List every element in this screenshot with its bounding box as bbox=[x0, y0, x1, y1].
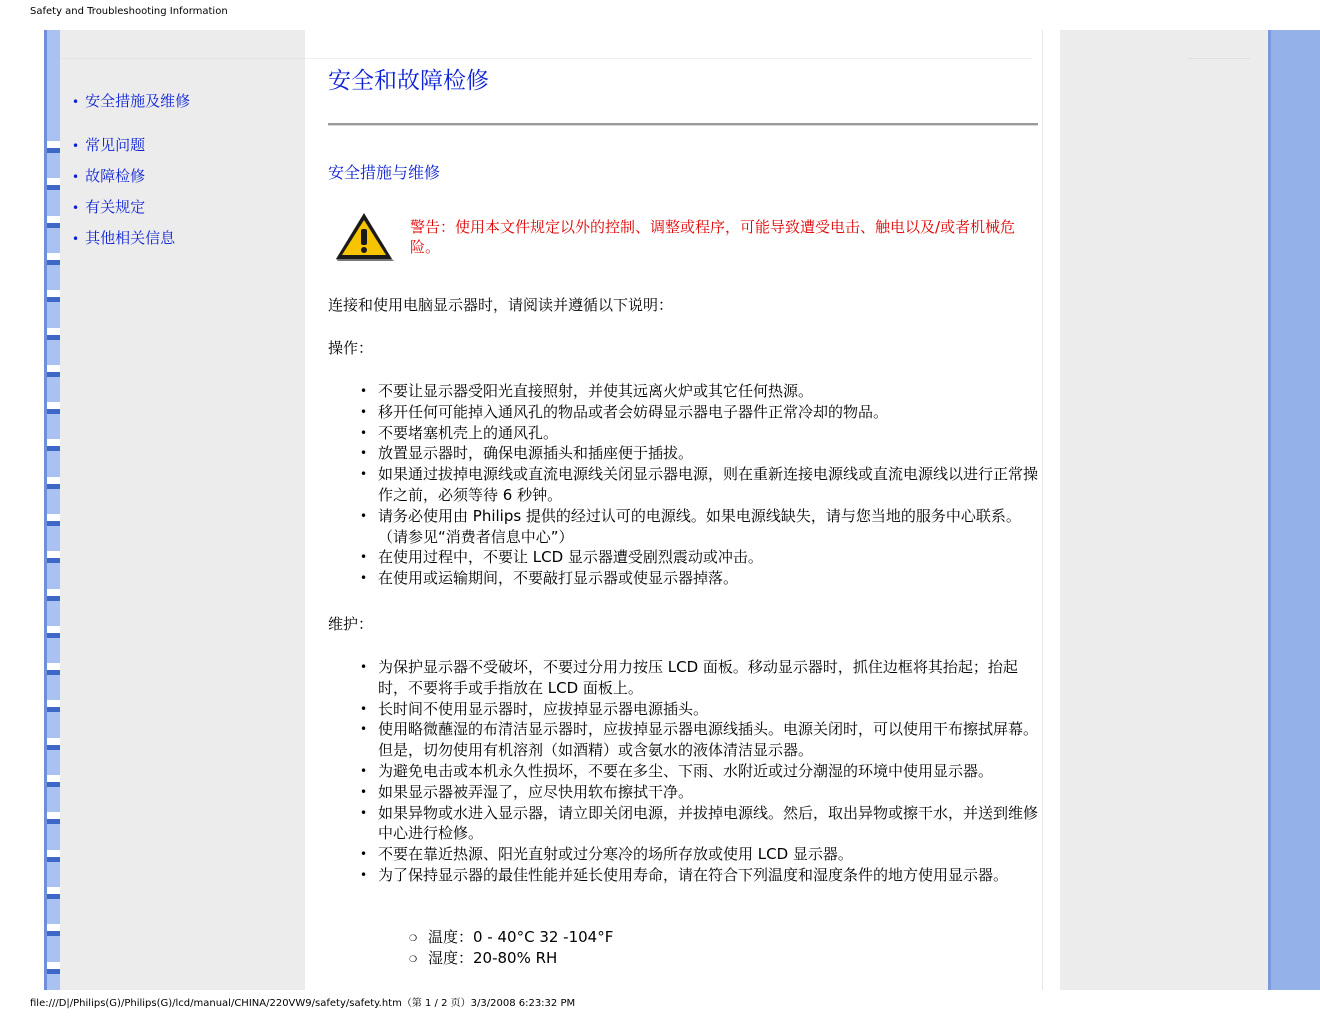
right-panel bbox=[1060, 30, 1268, 990]
list-item: • 在使用过程中，不要让 LCD 显示器遭受剧烈震动或冲击。 bbox=[378, 547, 1038, 568]
sidebar-item-faq[interactable] bbox=[72, 134, 145, 155]
left-bar-tick bbox=[44, 365, 60, 377]
left-bar-tick bbox=[44, 924, 60, 936]
page-header: Safety and Troubleshooting Information bbox=[30, 6, 228, 17]
list-item: • 如果异物或水进入显示器，请立即关闭电源，并拔掉电源线。然后，取出异物或擦干水，并送到维修中心进行检修。 bbox=[378, 803, 1038, 845]
list-item: • 请务必使用由 Philips 提供的经过认可的电源线。如果电源线缺失，请与您当地的服务中心联系。（请参见“消费者信息中心”） bbox=[378, 506, 1038, 548]
right-decor-bar bbox=[1268, 30, 1320, 990]
left-bar-tick bbox=[44, 253, 60, 265]
warning-text: 警告：使用本文件规定以外的控制、调整或程序，可能导致遭受电击、触电以及/或者机械危险。 bbox=[410, 218, 1016, 256]
sidebar-item-label: 常见问题 bbox=[85, 136, 146, 154]
list-item: • 移开任何可能掉入通风孔的物品或者会妨碍显示器电子器件正常冷却的物品。 bbox=[378, 402, 1038, 423]
left-bar-tick bbox=[44, 551, 60, 563]
sidebar-item-label: 其他相关信息 bbox=[85, 229, 176, 247]
left-bar-tick bbox=[44, 178, 60, 190]
left-bar-tick bbox=[44, 887, 60, 899]
list-item: • 使用略微蘸湿的布清洁显示器时，应拔掉显示器电源线插头。电源关闭时，可以使用干布擦拭屏幕。但是，切勿使用有机溶剂（如酒精）或含氨水的液体清洁显示器。 bbox=[378, 719, 1038, 761]
left-bar-tick bbox=[44, 216, 60, 228]
left-bar-tick bbox=[44, 589, 60, 601]
sidebar-item-other-info[interactable] bbox=[72, 227, 175, 248]
title-divider bbox=[328, 123, 1038, 126]
sidebar-item-safety[interactable] bbox=[72, 90, 190, 111]
left-bar-tick bbox=[44, 850, 60, 862]
conditions-list bbox=[428, 927, 613, 969]
operation-list bbox=[378, 381, 1038, 589]
bullet-icon: • bbox=[72, 139, 80, 153]
condition-temperature: ❍ 温度：0 - 40°C 32 -104°F bbox=[428, 927, 613, 948]
page-title: 安全和故障检修 bbox=[328, 68, 489, 94]
sidebar-item-label: 安全措施及维修 bbox=[85, 92, 191, 110]
main-top-divider bbox=[305, 58, 1032, 59]
left-bar-tick bbox=[44, 700, 60, 712]
left-bar-tick bbox=[44, 439, 60, 451]
left-bar-tick bbox=[44, 477, 60, 489]
maintenance-list bbox=[378, 657, 1038, 886]
list-item: • 不要在靠近热源、阳光直射或过分寒冷的场所存放或使用 LCD 显示器。 bbox=[378, 844, 1038, 865]
bullet-icon: • bbox=[72, 201, 80, 215]
warning-triangle-icon bbox=[333, 210, 395, 262]
left-bar-tick bbox=[44, 290, 60, 302]
sidebar-item-troubleshooting[interactable] bbox=[72, 165, 145, 186]
left-bar-tick bbox=[44, 514, 60, 526]
list-item: • 在使用或运输期间，不要敲打显示器或使显示器掉落。 bbox=[378, 568, 1038, 589]
right-panel-divider bbox=[1188, 58, 1250, 59]
left-bar-tick bbox=[44, 775, 60, 787]
list-item: • 放置显示器时，确保电源插头和插座便于插拔。 bbox=[378, 443, 1038, 464]
sidebar-item-label: 有关规定 bbox=[85, 198, 146, 216]
maintenance-heading: 维护： bbox=[328, 615, 374, 633]
left-bar-tick bbox=[44, 962, 60, 974]
intro-text: 连接和使用电脑显示器时，请阅读并遵循以下说明： bbox=[328, 296, 674, 314]
list-item: • 为保护显示器不受破坏，不要过分用力按压 LCD 面板。移动显示器时，抓住边框将其抬起；抬起时，不要将手或手指放在 LCD 面板上。 bbox=[378, 657, 1038, 699]
left-bar-tick bbox=[44, 663, 60, 675]
sidebar-item-regulatory[interactable] bbox=[72, 196, 145, 217]
list-item: • 为避免电击或本机永久性损坏，不要在多尘、下雨、水附近或过分潮湿的环境中使用显示器。 bbox=[378, 761, 1038, 782]
list-item: • 为了保持显示器的最佳性能并延长使用寿命，请在符合下列温度和湿度条件的地方使用显示器。 bbox=[378, 865, 1038, 886]
section-subtitle: 安全措施与维修 bbox=[328, 163, 441, 182]
list-item: • 如果显示器被弄湿了，应尽快用软布擦拭干净。 bbox=[378, 782, 1038, 803]
operation-heading: 操作： bbox=[328, 339, 374, 357]
sidebar-item-label: 故障检修 bbox=[85, 167, 146, 185]
left-bar-tick bbox=[44, 626, 60, 638]
list-item: • 长时间不使用显示器时，应拔掉显示器电源插头。 bbox=[378, 699, 1038, 720]
left-bar-tick bbox=[44, 738, 60, 750]
left-bar-tick bbox=[44, 402, 60, 414]
condition-humidity: ❍ 湿度：20-80% RH bbox=[428, 948, 613, 969]
left-decor-bar bbox=[44, 30, 60, 990]
bullet-icon: • bbox=[72, 232, 80, 246]
bullet-icon: • bbox=[72, 170, 80, 184]
list-item: • 不要堵塞机壳上的通风孔。 bbox=[378, 423, 1038, 444]
list-item: • 如果通过拔掉电源线或直流电源线关闭显示器电源，则在重新连接电源线或直流电源线以进行正常操作之前，必须等待 6 秒钟。 bbox=[378, 464, 1038, 506]
bullet-icon: • bbox=[72, 95, 80, 109]
left-bar-tick bbox=[44, 328, 60, 340]
sidebar-divider bbox=[60, 58, 305, 59]
left-bar-tick bbox=[44, 812, 60, 824]
left-bar-tick bbox=[44, 141, 60, 153]
page-footer: file:///D|/Philips(G)/Philips(G)/lcd/manual/CHINA/220VW9/safety/safety.htm（第 1 / 2 页）3/3/2008 6:23:32 PM bbox=[30, 998, 576, 1009]
list-item: • 不要让显示器受阳光直接照射，并使其远离火炉或其它任何热源。 bbox=[378, 381, 1038, 402]
